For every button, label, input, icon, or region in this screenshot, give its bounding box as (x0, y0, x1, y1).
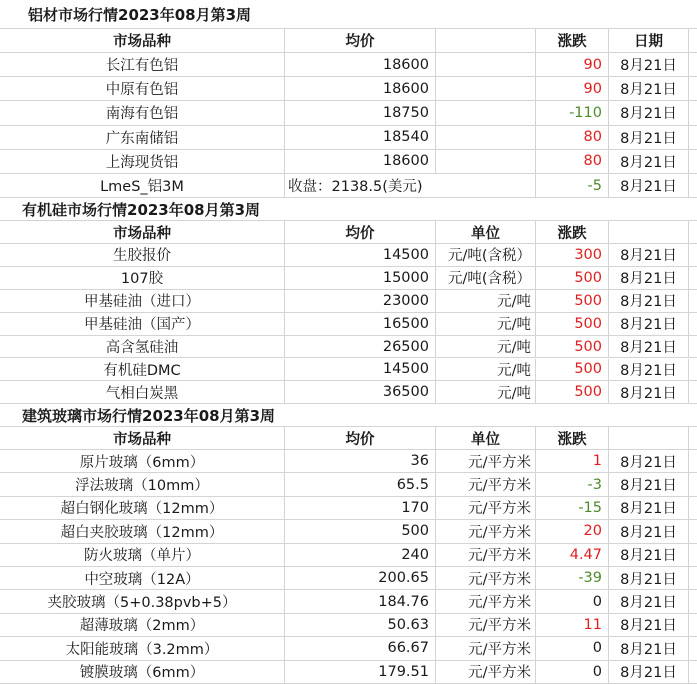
date-cell: 8月21日 (609, 567, 689, 589)
header-price: 均价 (285, 427, 436, 449)
price-cell: 26500 (285, 336, 436, 358)
header-change: 涨跌 (536, 221, 609, 243)
table-row (0, 473, 697, 496)
unit-cell: 元/平方米 (436, 590, 536, 612)
section-title: 有机硅市场行情2023年08月第3周 (22, 200, 261, 219)
date-cell: 8月21日 (609, 313, 689, 335)
price-cell: 170 (285, 497, 436, 519)
table-row (0, 450, 697, 473)
change-cell: 20 (536, 520, 609, 542)
change-cell: 4.47 (536, 544, 609, 566)
date-cell: 8月21日 (609, 150, 689, 173)
header-row (0, 29, 697, 53)
product-name-cell: 中空玻璃（12A） (0, 567, 285, 589)
change-cell: -110 (536, 101, 609, 124)
date-cell: 8月21日 (609, 174, 689, 197)
change-cell: 300 (536, 244, 609, 266)
unit-cell: 元/吨(含税） (436, 267, 536, 289)
header-change: 涨跌 (536, 427, 609, 449)
price-cell: 66.67 (285, 637, 436, 659)
unit-cell (436, 126, 536, 149)
price-cell: 18600 (285, 150, 436, 173)
header-unit: 单位 (436, 427, 536, 449)
table-row (0, 53, 697, 77)
change-cell: 500 (536, 336, 609, 358)
change-cell: 500 (536, 381, 609, 403)
product-name-cell: 有机硅DMC (0, 359, 285, 381)
table-row (0, 614, 697, 637)
date-cell: 8月21日 (609, 244, 689, 266)
change-cell: 0 (536, 590, 609, 612)
header-price: 均价 (285, 29, 436, 52)
date-cell: 8月21日 (609, 101, 689, 124)
unit-cell: 元/平方米 (436, 614, 536, 636)
section-title-row (0, 198, 697, 221)
product-name-cell: 南海有色铝 (0, 101, 285, 124)
date-cell: 8月21日 (609, 544, 689, 566)
price-cell: 240 (285, 544, 436, 566)
price-cell: 18540 (285, 126, 436, 149)
product-name-cell: 原片玻璃（6mm） (0, 450, 285, 472)
header-change: 涨跌 (536, 29, 609, 52)
section-title-row (0, 0, 697, 29)
change-cell: -5 (536, 174, 609, 197)
change-cell: 80 (536, 126, 609, 149)
date-cell: 8月21日 (609, 381, 689, 403)
price-cell: 23000 (285, 290, 436, 312)
table-row (0, 77, 697, 101)
product-name-cell: 超白钢化玻璃（12mm） (0, 497, 285, 519)
product-name-cell: 107胶 (0, 267, 285, 289)
unit-cell: 元/吨 (436, 313, 536, 335)
date-cell: 8月21日 (609, 520, 689, 542)
price-cell: 14500 (285, 244, 436, 266)
table-row (0, 590, 697, 613)
product-name-cell: 太阳能玻璃（3.2mm） (0, 637, 285, 659)
change-cell: 500 (536, 290, 609, 312)
unit-cell: 元/吨 (436, 290, 536, 312)
header-row (0, 427, 697, 450)
product-name-cell: 夹胶玻璃（5+0.38pvb+5） (0, 590, 285, 612)
date-cell: 8月21日 (609, 359, 689, 381)
change-cell: 500 (536, 313, 609, 335)
section-title: 铝材市场行情2023年08月第3周 (28, 5, 252, 24)
price-cell: 18600 (285, 53, 436, 76)
table-row (0, 290, 697, 313)
unit-cell: 元/吨(含税） (436, 244, 536, 266)
table-row (0, 544, 697, 567)
unit-cell: 元/平方米 (436, 497, 536, 519)
unit-cell (436, 150, 536, 173)
price-cell: 500 (285, 520, 436, 542)
date-cell: 8月21日 (609, 497, 689, 519)
unit-cell (436, 53, 536, 76)
date-cell: 8月21日 (609, 614, 689, 636)
unit-cell: 元/吨 (436, 359, 536, 381)
table-row (0, 267, 697, 290)
product-name-cell: 超薄玻璃（2mm） (0, 614, 285, 636)
table-row (0, 637, 697, 660)
price-cell: 36500 (285, 381, 436, 403)
table-row (0, 126, 697, 150)
price-cell: 14500 (285, 359, 436, 381)
table-row (0, 150, 697, 174)
unit-cell: 元/平方米 (436, 450, 536, 472)
unit-cell: 元/平方米 (436, 637, 536, 659)
table-row (0, 567, 697, 590)
change-cell: -39 (536, 567, 609, 589)
product-name-cell: 中原有色铝 (0, 77, 285, 100)
product-name-cell: 甲基硅油（进口） (0, 290, 285, 312)
price-cell: 15000 (285, 267, 436, 289)
unit-cell (436, 174, 536, 197)
date-cell: 8月21日 (609, 290, 689, 312)
header-date (609, 427, 689, 449)
table-row (0, 313, 697, 336)
unit-cell: 元/吨 (436, 381, 536, 403)
change-cell: 11 (536, 614, 609, 636)
unit-cell (436, 77, 536, 100)
header-unit (436, 29, 536, 52)
product-name-cell: 镀膜玻璃（6mm） (0, 661, 285, 683)
unit-cell (436, 101, 536, 124)
table-row (0, 520, 697, 543)
section-title-row (0, 404, 697, 427)
price-cell: 50.63 (285, 614, 436, 636)
change-cell: -15 (536, 497, 609, 519)
header-name: 市场品种 (0, 427, 285, 449)
product-name-cell: 高含氢硅油 (0, 336, 285, 358)
price-cell: 36 (285, 450, 436, 472)
date-cell: 8月21日 (609, 267, 689, 289)
table-row (0, 101, 697, 125)
change-cell: 90 (536, 53, 609, 76)
product-name-cell: LmeS_铝3M (0, 174, 285, 197)
header-unit: 单位 (436, 221, 536, 243)
date-cell: 8月21日 (609, 473, 689, 495)
unit-cell: 元/平方米 (436, 661, 536, 683)
table-row (0, 336, 697, 359)
price-cell: 65.5 (285, 473, 436, 495)
date-cell: 8月21日 (609, 450, 689, 472)
product-name-cell: 甲基硅油（国产） (0, 313, 285, 335)
date-cell: 8月21日 (609, 637, 689, 659)
date-cell: 8月21日 (609, 590, 689, 612)
product-name-cell: 生胶报价 (0, 244, 285, 266)
date-cell: 8月21日 (609, 53, 689, 76)
unit-cell: 元/平方米 (436, 567, 536, 589)
product-name-cell: 广东南储铝 (0, 126, 285, 149)
table-row (0, 174, 697, 198)
price-cell: 18600 (285, 77, 436, 100)
date-cell: 8月21日 (609, 336, 689, 358)
product-name-cell: 长江有色铝 (0, 53, 285, 76)
section-title: 建筑玻璃市场行情2023年08月第3周 (22, 406, 276, 425)
header-date (609, 221, 689, 243)
date-cell: 8月21日 (609, 661, 689, 683)
price-cell: 收盘：2138.5(美元) (288, 179, 423, 196)
product-name-cell: 防火玻璃（单片） (0, 544, 285, 566)
change-cell: -3 (536, 473, 609, 495)
table-row (0, 497, 697, 520)
unit-cell: 元/平方米 (436, 520, 536, 542)
price-cell: 18750 (285, 101, 436, 124)
header-price: 均价 (285, 221, 436, 243)
header-date: 日期 (609, 29, 689, 52)
change-cell: 80 (536, 150, 609, 173)
unit-cell: 元/吨 (436, 336, 536, 358)
header-row (0, 221, 697, 244)
price-cell: 179.51 (285, 661, 436, 683)
unit-cell: 元/平方米 (436, 544, 536, 566)
change-cell: 0 (536, 637, 609, 659)
header-name: 市场品种 (0, 221, 285, 243)
unit-cell: 元/平方米 (436, 473, 536, 495)
change-cell: 500 (536, 267, 609, 289)
table-row (0, 381, 697, 404)
change-cell: 1 (536, 450, 609, 472)
date-cell: 8月21日 (609, 77, 689, 100)
product-name-cell: 超白夹胶玻璃（12mm） (0, 520, 285, 542)
price-cell: 200.65 (285, 567, 436, 589)
price-cell: 184.76 (285, 590, 436, 612)
change-cell: 500 (536, 359, 609, 381)
table-row (0, 244, 697, 267)
table-row (0, 661, 697, 684)
price-cell: 16500 (285, 313, 436, 335)
table-row (0, 359, 697, 382)
product-name-cell: 浮法玻璃（10mm） (0, 473, 285, 495)
change-cell: 0 (536, 661, 609, 683)
product-name-cell: 上海现货铝 (0, 150, 285, 173)
header-name: 市场品种 (0, 29, 285, 52)
product-name-cell: 气相白炭黑 (0, 381, 285, 403)
date-cell: 8月21日 (609, 126, 689, 149)
change-cell: 90 (536, 77, 609, 100)
